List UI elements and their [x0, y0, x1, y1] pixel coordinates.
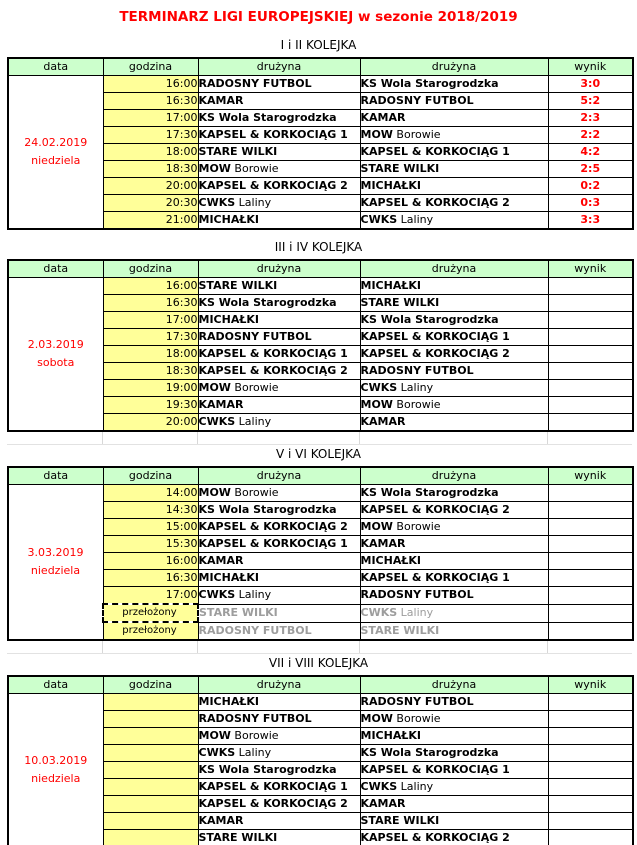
- team-name-main: STARE WILKI: [360, 162, 440, 175]
- home-team-cell: [198, 76, 360, 93]
- score-cell: [548, 295, 633, 312]
- time-cell: 18:30: [103, 161, 198, 178]
- team-name-main: KAPSEL & KORKOCIĄG 1: [360, 763, 510, 776]
- team-name-main: MOW: [360, 520, 393, 533]
- match-row: [8, 278, 633, 295]
- team-name-main: KS Wola Starogrodzka: [198, 503, 337, 516]
- time-cell: [103, 813, 198, 830]
- score-cell: 2:3: [548, 110, 633, 127]
- column-header-godzina: godzina: [103, 260, 198, 278]
- team-name-main: KAPSEL & KORKOCIĄG 2: [198, 364, 348, 377]
- home-team-cell: [198, 346, 360, 363]
- team-name-main: KAMAR: [198, 814, 244, 827]
- time-cell: [103, 830, 198, 845]
- team-name-main: KAMAR: [198, 94, 244, 107]
- home-team-cell: [198, 161, 360, 178]
- team-name-main: MOW: [360, 398, 393, 411]
- team-name-main: MOW: [198, 729, 231, 742]
- team-name-main: MOW: [360, 712, 393, 725]
- away-team-cell: [360, 195, 548, 212]
- time-cell: 16:30: [103, 93, 198, 110]
- time-cell: [103, 762, 198, 779]
- team-name-main: KAMAR: [360, 111, 406, 124]
- time-cell: 17:00: [103, 110, 198, 127]
- score-cell: [548, 502, 633, 519]
- weekday-text: niedziela: [31, 772, 81, 785]
- team-name-main: STARE WILKI: [360, 623, 440, 637]
- section-title-round-1-2: I i II KOLEJKA: [280, 38, 357, 52]
- team-name-main: STARE WILKI: [360, 296, 440, 309]
- column-header-wynik: wynik: [548, 467, 633, 485]
- time-cell: [103, 694, 198, 711]
- team-name-main: KS Wola Starogrodzka: [360, 746, 499, 759]
- home-team-cell: [198, 127, 360, 144]
- team-name-main: KAMAR: [198, 554, 244, 567]
- time-cell: 19:00: [103, 380, 198, 397]
- away-team-cell: [360, 485, 548, 502]
- score-cell: [548, 570, 633, 587]
- weekday-text: niedziela: [30, 564, 81, 577]
- home-team-cell: [198, 728, 360, 745]
- time-cell: 19:30: [103, 397, 198, 414]
- team-name-suffix: Borowie: [392, 398, 441, 411]
- team-name-main: KAPSEL & KORKOCIĄG 1: [360, 571, 510, 584]
- header-row: [8, 676, 633, 694]
- column-header-druzyna-home: drużyna: [198, 676, 360, 694]
- column-header-data: data: [8, 260, 103, 278]
- time-cell: 20:00: [103, 178, 198, 195]
- home-team-cell: [198, 502, 360, 519]
- home-team-cell: [198, 363, 360, 380]
- score-cell: [548, 813, 633, 830]
- team-name-main: STARE WILKI: [198, 145, 278, 158]
- team-name-main: MOW: [198, 162, 231, 175]
- away-team-cell: [360, 329, 548, 346]
- home-team-cell: [198, 519, 360, 536]
- team-name-main: MICHAŁKI: [198, 313, 260, 326]
- column-header-druzyna-away: drużyna: [360, 260, 548, 278]
- team-name-main: MICHAŁKI: [360, 279, 422, 292]
- time-cell: 17:00: [103, 312, 198, 329]
- match-rows: [8, 694, 633, 845]
- date-cell: [8, 485, 103, 641]
- section-title-round-5-6: V i VI KOLEJKA: [275, 447, 362, 461]
- score-cell: 3:3: [548, 212, 633, 230]
- score-cell: [548, 536, 633, 553]
- home-team-cell: [198, 745, 360, 762]
- team-name-main: STARE WILKI: [198, 831, 278, 844]
- away-team-cell: [360, 110, 548, 127]
- team-name-main: CWKS: [198, 415, 236, 428]
- column-header-godzina: godzina: [103, 467, 198, 485]
- time-cell: 15:00: [103, 519, 198, 536]
- home-team-cell: [198, 295, 360, 312]
- team-name-main: KAMAR: [360, 415, 406, 428]
- home-team-cell: [198, 553, 360, 570]
- score-cell: [548, 278, 633, 295]
- column-header-godzina: godzina: [103, 58, 198, 76]
- team-name-main: STARE WILKI: [360, 814, 440, 827]
- team-name-main: KAMAR: [198, 398, 244, 411]
- away-team-cell: [360, 161, 548, 178]
- team-name-main: KAPSEL & KORKOCIĄG 2: [360, 196, 510, 209]
- team-name-suffix: Borowie: [392, 128, 441, 141]
- home-team-cell: [198, 178, 360, 195]
- team-name-main: KS Wola Starogrodzka: [360, 77, 499, 90]
- away-team-cell: [360, 295, 548, 312]
- time-cell: 18:30: [103, 363, 198, 380]
- time-cell: 20:30: [103, 195, 198, 212]
- time-cell: 16:00: [103, 76, 198, 93]
- score-cell: [548, 622, 633, 640]
- score-cell: [548, 397, 633, 414]
- team-name-suffix: Borowie: [230, 381, 279, 394]
- team-name-suffix: Borowie: [230, 729, 279, 742]
- home-team-cell: [198, 93, 360, 110]
- away-team-cell: [360, 312, 548, 329]
- score-cell: 0:3: [548, 195, 633, 212]
- team-name-main: CWKS: [360, 213, 398, 226]
- home-team-cell: [198, 278, 360, 295]
- team-name-suffix: Laliny: [235, 415, 272, 428]
- team-name-main: RADOSNY FUTBOL: [360, 94, 474, 107]
- schedule-table-round-7-8: [7, 675, 634, 845]
- away-team-cell: [360, 127, 548, 144]
- team-name-suffix: Laliny: [397, 780, 434, 793]
- home-team-cell: [198, 711, 360, 728]
- section-round-3-4: [0, 240, 637, 445]
- score-cell: 2:5: [548, 161, 633, 178]
- page-title: TERMINARZ LIGI EUROPEJSKIEJ w sezonie 2018/2019: [119, 9, 518, 25]
- away-team-cell: [360, 604, 548, 622]
- time-cell: 16:00: [103, 553, 198, 570]
- team-name-main: KAPSEL & KORKOCIĄG 2: [360, 831, 510, 844]
- time-cell: 18:00: [103, 346, 198, 363]
- away-team-cell: [360, 587, 548, 605]
- team-name-main: RADOSNY FUTBOL: [198, 330, 312, 343]
- header-row: [8, 260, 633, 278]
- away-team-cell: [360, 622, 548, 640]
- team-name-main: KS Wola Starogrodzka: [198, 111, 337, 124]
- team-name-main: KS Wola Starogrodzka: [198, 296, 337, 309]
- away-team-cell: [360, 278, 548, 295]
- column-header-druzyna-home: drużyna: [198, 58, 360, 76]
- schedule-table-round-1-2: [7, 57, 634, 230]
- home-team-cell: [198, 485, 360, 502]
- schedule-table-round-3-4: [7, 259, 634, 432]
- time-cell: [103, 711, 198, 728]
- time-cell: 17:30: [103, 329, 198, 346]
- column-header-druzyna-away: drużyna: [360, 676, 548, 694]
- home-team-cell: [198, 762, 360, 779]
- team-name-main: MICHAŁKI: [360, 554, 422, 567]
- away-team-cell: [360, 813, 548, 830]
- column-header-druzyna-away: drużyna: [360, 467, 548, 485]
- team-name-suffix: Borowie: [230, 162, 279, 175]
- spreadsheet-gridline-artifact: [7, 432, 632, 445]
- away-team-cell: [360, 553, 548, 570]
- team-name-main: RADOSNY FUTBOL: [198, 77, 312, 90]
- time-cell: 17:30: [103, 127, 198, 144]
- away-team-cell: [360, 711, 548, 728]
- header-row: [8, 467, 633, 485]
- team-name-suffix: Laliny: [235, 196, 272, 209]
- away-team-cell: [360, 570, 548, 587]
- team-name-suffix: Laliny: [397, 381, 434, 394]
- score-cell: [548, 485, 633, 502]
- section-round-1-2: [0, 38, 637, 230]
- team-name-main: CWKS: [360, 606, 398, 619]
- column-header-data: data: [8, 467, 103, 485]
- team-name-main: MICHAŁKI: [198, 695, 260, 708]
- column-header-druzyna-home: drużyna: [198, 260, 360, 278]
- column-header-data: data: [8, 58, 103, 76]
- date-cell: [8, 278, 103, 432]
- home-team-cell: [198, 622, 360, 640]
- score-cell: [548, 312, 633, 329]
- column-header-wynik: wynik: [548, 260, 633, 278]
- score-cell: [548, 728, 633, 745]
- section-round-7-8: [0, 656, 637, 845]
- team-name-main: MOW: [198, 486, 231, 499]
- home-team-cell: [198, 830, 360, 845]
- team-name-main: MOW: [198, 381, 231, 394]
- spreadsheet-gridline-artifact: [7, 641, 632, 654]
- score-cell: [548, 694, 633, 711]
- team-name-suffix: Laliny: [397, 213, 434, 226]
- team-name-main: KAPSEL & KORKOCIĄG 2: [198, 520, 348, 533]
- away-team-cell: [360, 502, 548, 519]
- score-cell: 3:0: [548, 76, 633, 93]
- match-rows: [8, 485, 633, 641]
- time-cell: [103, 796, 198, 813]
- date-text: 2.03.2019: [27, 338, 84, 351]
- score-cell: 2:2: [548, 127, 633, 144]
- match-rows: [8, 76, 633, 230]
- team-name-main: KAMAR: [360, 537, 406, 550]
- team-name-suffix: Borowie: [392, 520, 441, 533]
- away-team-cell: [360, 745, 548, 762]
- team-name-suffix: Laliny: [235, 746, 272, 759]
- team-name-main: KAPSEL & KORKOCIĄG 1: [198, 780, 348, 793]
- away-team-cell: [360, 796, 548, 813]
- away-team-cell: [360, 212, 548, 230]
- team-name-main: KAMAR: [360, 797, 406, 810]
- match-row: [8, 694, 633, 711]
- home-team-cell: [198, 536, 360, 553]
- away-team-cell: [360, 694, 548, 711]
- score-cell: [548, 346, 633, 363]
- team-name-main: RADOSNY FUTBOL: [360, 364, 474, 377]
- home-team-cell: [198, 587, 360, 605]
- score-cell: [548, 711, 633, 728]
- team-name-main: KAPSEL & KORKOCIĄG 1: [198, 347, 348, 360]
- team-name-main: MICHAŁKI: [360, 729, 422, 742]
- away-team-cell: [360, 762, 548, 779]
- score-cell: [548, 830, 633, 845]
- team-name-main: RADOSNY FUTBOL: [360, 588, 474, 602]
- time-cell: 16:00: [103, 278, 198, 295]
- home-team-cell: [198, 329, 360, 346]
- team-name-main: RADOSNY FUTBOL: [198, 712, 312, 725]
- time-cell: [103, 779, 198, 796]
- home-team-cell: [198, 813, 360, 830]
- time-cell: [103, 745, 198, 762]
- team-name-main: CWKS: [198, 588, 236, 602]
- column-header-druzyna-home: drużyna: [198, 467, 360, 485]
- team-name-main: KAPSEL & KORKOCIĄG 1: [360, 330, 510, 343]
- date-text: 3.03.2019: [27, 546, 84, 559]
- team-name-main: MICHAŁKI: [198, 571, 260, 584]
- score-cell: [548, 329, 633, 346]
- schedule-table-round-5-6: [7, 466, 634, 641]
- score-cell: [548, 587, 633, 605]
- date-text: 10.03.2019: [24, 754, 88, 767]
- away-team-cell: [360, 779, 548, 796]
- team-name-main: MICHAŁKI: [198, 213, 260, 226]
- time-cell: 18:00: [103, 144, 198, 161]
- home-team-cell: [198, 195, 360, 212]
- team-name-main: KS Wola Starogrodzka: [360, 486, 499, 499]
- home-team-cell: [198, 604, 360, 622]
- team-name-main: RADOSNY FUTBOL: [360, 695, 474, 708]
- date-cell: [8, 76, 103, 230]
- team-name-main: KAPSEL & KORKOCIĄG 2: [360, 347, 510, 360]
- score-cell: 4:2: [548, 144, 633, 161]
- time-cell: 17:00: [103, 587, 198, 605]
- team-name-main: RADOSNY FUTBOL: [198, 623, 312, 637]
- team-name-main: CWKS: [360, 780, 398, 793]
- column-header-godzina: godzina: [103, 676, 198, 694]
- home-team-cell: [198, 312, 360, 329]
- home-team-cell: [198, 110, 360, 127]
- date-cell: [8, 694, 103, 845]
- away-team-cell: [360, 144, 548, 161]
- weekday-text: niedziela: [31, 154, 81, 167]
- team-name-main: KAPSEL & KORKOCIĄG 1: [198, 537, 348, 550]
- team-name-suffix: Laliny: [397, 606, 434, 619]
- match-row: [8, 485, 633, 502]
- time-cell: 15:30: [103, 536, 198, 553]
- team-name-main: CWKS: [198, 746, 236, 759]
- section-title-round-7-8: VII i VIII KOLEJKA: [268, 656, 369, 670]
- time-cell: 21:00: [103, 212, 198, 230]
- team-name-main: MICHAŁKI: [360, 179, 422, 192]
- score-cell: 5:2: [548, 93, 633, 110]
- team-name-main: KAPSEL & KORKOCIĄG 1: [360, 145, 510, 158]
- away-team-cell: [360, 830, 548, 845]
- score-cell: [548, 779, 633, 796]
- team-name-main: KAPSEL & KORKOCIĄG 1: [198, 128, 348, 141]
- column-header-data: data: [8, 676, 103, 694]
- away-team-cell: [360, 728, 548, 745]
- home-team-cell: [198, 380, 360, 397]
- score-cell: 0:2: [548, 178, 633, 195]
- home-team-cell: [198, 694, 360, 711]
- team-name-main: MOW: [360, 128, 393, 141]
- header-row: [8, 58, 633, 76]
- score-cell: [548, 380, 633, 397]
- away-team-cell: [360, 178, 548, 195]
- team-name-main: CWKS: [360, 381, 398, 394]
- section-title-round-3-4: III i IV KOLEJKA: [274, 240, 363, 254]
- team-name-suffix: Laliny: [235, 588, 272, 602]
- score-cell: [548, 796, 633, 813]
- column-header-wynik: wynik: [548, 676, 633, 694]
- team-name-main: KAPSEL & KORKOCIĄG 2: [360, 503, 510, 516]
- column-header-wynik: wynik: [548, 58, 633, 76]
- home-team-cell: [198, 212, 360, 230]
- time-cell: 16:30: [103, 570, 198, 587]
- score-cell: [548, 363, 633, 380]
- home-team-cell: [198, 779, 360, 796]
- home-team-cell: [198, 796, 360, 813]
- team-name-main: CWKS: [198, 196, 236, 209]
- score-cell: [548, 553, 633, 570]
- home-team-cell: [198, 144, 360, 161]
- away-team-cell: [360, 93, 548, 110]
- home-team-cell: [198, 397, 360, 414]
- team-name-main: KAPSEL & KORKOCIĄG 2: [198, 797, 348, 810]
- match-row: [8, 76, 633, 93]
- away-team-cell: [360, 76, 548, 93]
- score-cell: [548, 745, 633, 762]
- team-name-main: STARE WILKI: [199, 606, 278, 619]
- column-header-druzyna-away: drużyna: [360, 58, 548, 76]
- home-team-cell: [198, 414, 360, 432]
- home-team-cell: [198, 570, 360, 587]
- postponed-label-cell: przełożony: [103, 622, 198, 640]
- score-cell: [548, 762, 633, 779]
- away-team-cell: [360, 363, 548, 380]
- time-cell: [103, 728, 198, 745]
- team-name-main: STARE WILKI: [198, 279, 278, 292]
- away-team-cell: [360, 519, 548, 536]
- away-team-cell: [360, 414, 548, 432]
- time-cell: 16:30: [103, 295, 198, 312]
- score-cell: [548, 519, 633, 536]
- team-name-main: KS Wola Starogrodzka: [198, 763, 337, 776]
- weekday-text: sobota: [37, 356, 75, 369]
- time-cell: 20:00: [103, 414, 198, 432]
- away-team-cell: [360, 536, 548, 553]
- date-text: 24.02.2019: [24, 136, 88, 149]
- section-round-5-6: [0, 447, 637, 654]
- time-cell: 14:00: [103, 485, 198, 502]
- time-cell: 14:30: [103, 502, 198, 519]
- team-name-suffix: Borowie: [392, 712, 441, 725]
- away-team-cell: [360, 397, 548, 414]
- score-cell: [548, 414, 633, 432]
- match-rows: [8, 278, 633, 432]
- away-team-cell: [360, 346, 548, 363]
- team-name-main: KS Wola Starogrodzka: [360, 313, 499, 326]
- team-name-suffix: Borowie: [230, 486, 279, 499]
- away-team-cell: [360, 380, 548, 397]
- postponed-label-cell: przełożony: [103, 604, 198, 622]
- team-name-main: KAPSEL & KORKOCIĄG 2: [198, 179, 348, 192]
- score-cell: [548, 604, 633, 622]
